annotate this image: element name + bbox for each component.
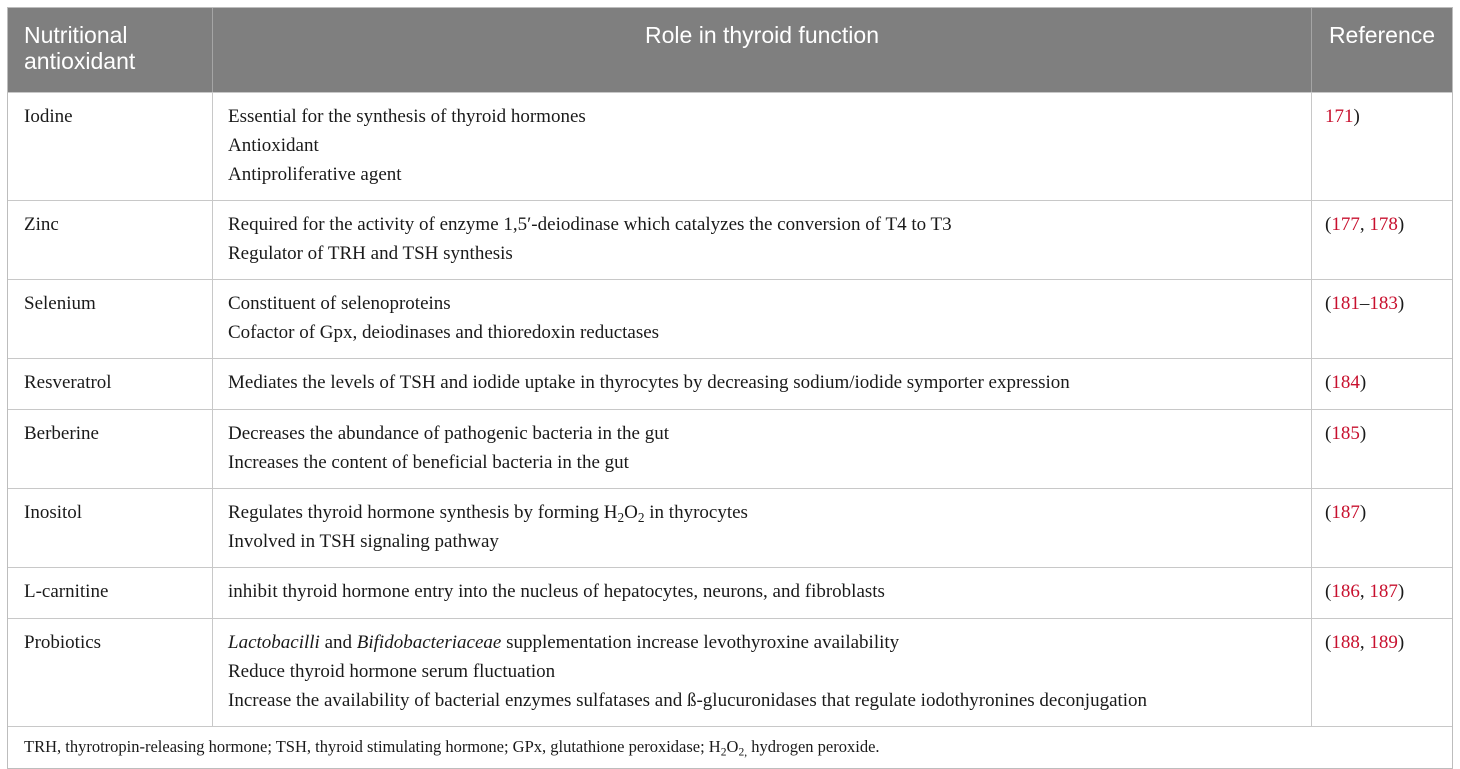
text-run: O	[726, 737, 739, 756]
role-line: Required for the activity of enzyme 1,5′-deiodinase which catalyzes the conversion of T4 to T3	[228, 214, 952, 235]
ref-bracket: (	[1325, 632, 1332, 653]
role-line: Increases the content of beneficial bacteria in the gut	[228, 452, 629, 473]
nutritional-antioxidant-table	[7, 7, 1453, 769]
table-row	[8, 279, 1452, 358]
italic-text: Lactobacilli	[228, 632, 320, 653]
reference-link[interactable]: 188	[1331, 632, 1360, 653]
subscript: 2,	[738, 746, 748, 759]
reference-link[interactable]: 187	[1369, 581, 1398, 602]
antioxidant-name: Inositol	[8, 489, 213, 567]
ref-bracket: )	[1397, 632, 1405, 653]
reference-link[interactable]: 178	[1369, 214, 1398, 235]
role-line: inhibit thyroid hormone entry into the nucleus of hepatocytes, neurons, and fibroblasts	[228, 581, 885, 602]
reference-cell	[1312, 410, 1452, 488]
role-line: Antiproliferative agent	[228, 164, 402, 185]
role-cell	[213, 93, 1312, 200]
role-cell	[213, 359, 1312, 409]
subscript: 2	[720, 746, 727, 759]
antioxidant-name: Berberine	[8, 410, 213, 488]
table-row	[8, 409, 1452, 488]
role-line: Antioxidant	[228, 135, 319, 156]
ref-bracket: )	[1359, 502, 1367, 523]
antioxidant-name: Probiotics	[8, 619, 213, 726]
reference-link[interactable]: 187	[1331, 502, 1360, 523]
table-row	[8, 488, 1452, 567]
ref-separator: –	[1359, 293, 1370, 314]
role-cell	[213, 568, 1312, 618]
text-run: in thyrocytes	[644, 502, 748, 523]
reference-cell	[1312, 489, 1452, 567]
ref-bracket: )	[1359, 372, 1367, 393]
text-run: supplementation increase levothyroxine availability	[501, 632, 900, 653]
ref-bracket: )	[1397, 214, 1405, 235]
role-line: Increase the availability of bacterial enzymes sulfatases and ß-glucuronidases that regulate iodothyronines deconjugation	[228, 690, 1148, 711]
text-run: and	[319, 632, 357, 653]
reference-link[interactable]: 183	[1369, 293, 1398, 314]
text-run: O	[624, 502, 638, 523]
ref-bracket: (	[1325, 423, 1332, 444]
role-cell	[213, 489, 1312, 567]
reference-cell	[1312, 619, 1452, 726]
reference-cell	[1312, 93, 1452, 200]
subscript: 2	[637, 509, 645, 525]
role-line: Essential for the synthesis of thyroid hormones	[228, 106, 586, 127]
role-cell	[213, 201, 1312, 279]
reference-link[interactable]: 171	[1325, 106, 1354, 127]
reference-link[interactable]: 184	[1331, 372, 1360, 393]
reference-link[interactable]: 177	[1331, 214, 1360, 235]
role-line: Involved in TSH signaling pathway	[228, 531, 499, 552]
ref-bracket: )	[1359, 423, 1367, 444]
text-run: TRH, thyrotropin-releasing hormone; TSH, thyroid stimulating hormone; GPx, glutathione peroxidase; H	[24, 737, 721, 756]
role-line: Regulator of TRH and TSH synthesis	[228, 243, 513, 264]
reference-link[interactable]: 189	[1369, 632, 1398, 653]
subscript: 2	[617, 509, 625, 525]
header-nutritional-antioxidant: Nutritional antioxidant	[8, 8, 213, 92]
ref-bracket: )	[1397, 293, 1405, 314]
ref-bracket: (	[1325, 581, 1332, 602]
table-body	[8, 92, 1452, 726]
role-cell	[213, 619, 1312, 726]
text-run: hydrogen peroxide.	[747, 737, 880, 756]
ref-bracket: (	[1325, 293, 1332, 314]
reference-link[interactable]: 181	[1331, 293, 1360, 314]
role-line: Reduce thyroid hormone serum fluctuation	[228, 661, 556, 682]
table-row	[8, 92, 1452, 200]
role-line: Decreases the abundance of pathogenic bacteria in the gut	[228, 423, 670, 444]
antioxidant-name: Zinc	[8, 201, 213, 279]
ref-bracket: )	[1353, 106, 1360, 127]
role-line: Cofactor of Gpx, deiodinases and thioredoxin reductases	[228, 322, 660, 343]
text-run: Regulates thyroid hormone synthesis by forming H	[228, 502, 618, 523]
header-role-in-thyroid-function: Role in thyroid function	[213, 8, 1312, 92]
ref-separator: ,	[1359, 581, 1370, 602]
role-line	[228, 628, 1311, 657]
role-line	[228, 498, 1311, 527]
antioxidant-name: Resveratrol	[8, 359, 213, 409]
reference-cell	[1312, 201, 1452, 279]
ref-separator: ,	[1359, 632, 1370, 653]
antioxidant-name: Iodine	[8, 93, 213, 200]
role-line: Mediates the levels of TSH and iodide uptake in thyrocytes by decreasing sodium/iodide symporter expression	[228, 372, 1070, 393]
role-line: Constituent of selenoproteins	[228, 293, 451, 314]
reference-cell	[1312, 359, 1452, 409]
role-cell	[213, 410, 1312, 488]
ref-bracket: (	[1325, 502, 1332, 523]
table-footnote	[8, 726, 1452, 768]
reference-link[interactable]: 185	[1331, 423, 1360, 444]
antioxidant-name: Selenium	[8, 280, 213, 358]
role-cell	[213, 280, 1312, 358]
ref-bracket: )	[1397, 581, 1405, 602]
reference-link[interactable]: 186	[1331, 581, 1360, 602]
table-header-row	[8, 8, 1452, 92]
reference-cell	[1312, 568, 1452, 618]
table-row	[8, 618, 1452, 726]
ref-bracket: (	[1325, 372, 1332, 393]
table-row	[8, 358, 1452, 409]
antioxidant-name: L-carnitine	[8, 568, 213, 618]
reference-cell	[1312, 280, 1452, 358]
table-row	[8, 567, 1452, 618]
header-reference: Reference	[1328, 22, 1436, 48]
ref-separator: ,	[1359, 214, 1370, 235]
italic-text: Bifidobacteriaceae	[356, 632, 502, 653]
table-row	[8, 200, 1452, 279]
ref-bracket: (	[1325, 214, 1332, 235]
